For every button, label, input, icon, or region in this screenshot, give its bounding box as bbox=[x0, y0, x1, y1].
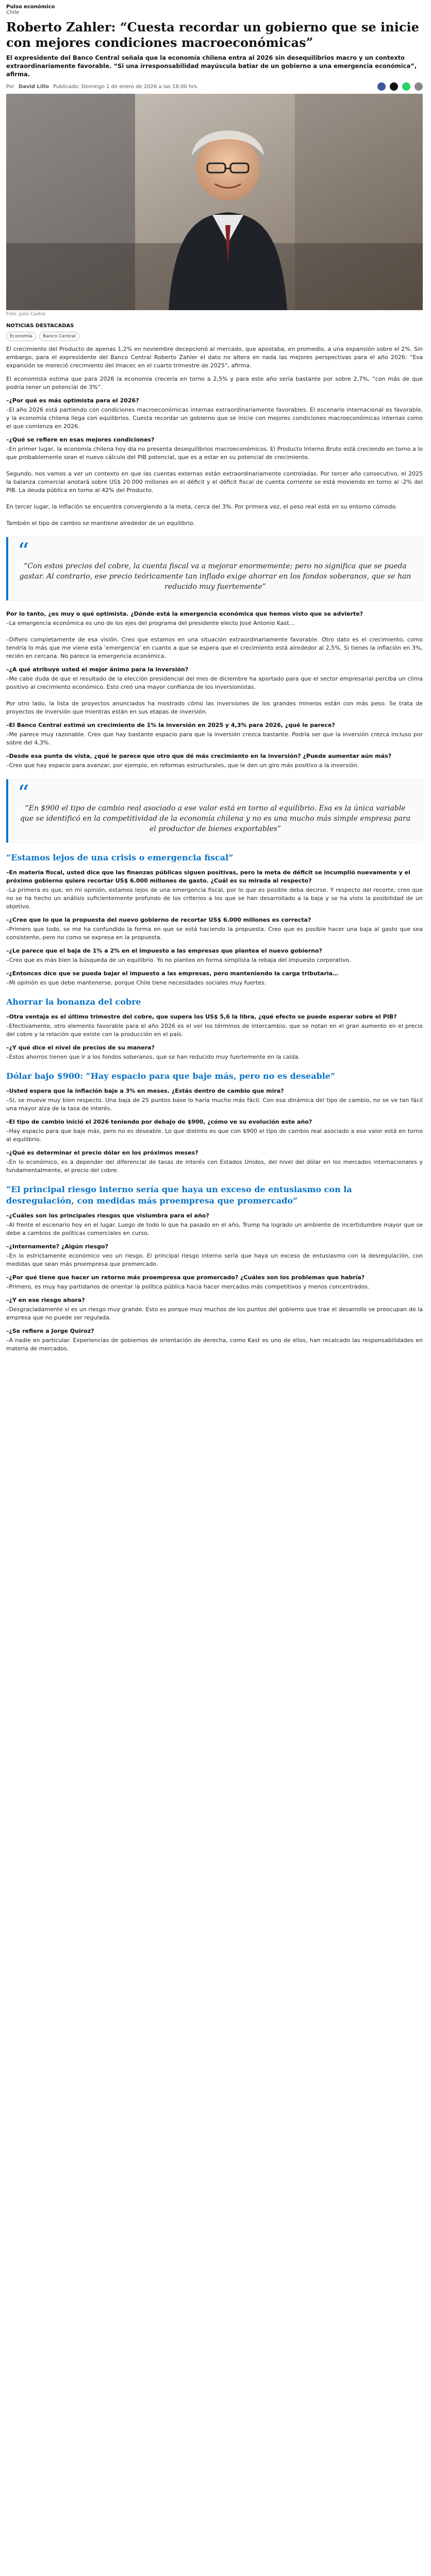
answer: –Primero, es muy hay partidarios de orientar la política pública hacia hacer mercados más competitivos y menos concentrados. bbox=[6, 1283, 370, 1290]
by-label: Por bbox=[6, 83, 14, 90]
question: –Usted espera que la inflación baje a 3% en meses. ¿Estás dentro de cambio que mira? bbox=[6, 1088, 284, 1094]
answer: –En lo estrictamente económico veo un riesgo. El principal riesgo interno sería que haya un exceso de entusiasmo con la desregulación, con medidas que sean más proempresa que promercado. bbox=[6, 1252, 423, 1267]
answer: –El año 2026 está partiendo con condiciones macroeconómicas internas extraordinariamente favorables. El escenario internacional es favorable, y la economía chilena llega con equilibrios. Cuesta recordar un gobierno que se inicie con mejores condiciones macroeconómicas internas como el que comienza en 2026. bbox=[6, 406, 423, 430]
question: –¿Entonces dice que se pueda bajar el impuesto a las empresas, pero manteniendo la carga tributaria… bbox=[6, 970, 338, 977]
question: –¿Internamente? ¿Algún riesgo? bbox=[6, 1243, 108, 1250]
answer: –Hay espacio para que baje más, pero no es deseable. Lo que distinto es que con $900 el tipo de cambio real asociado a ese valor está en torno al equilibrio. bbox=[6, 1128, 423, 1143]
answer: –La emergencia económica es uno de los ejes del programa del presidente electo José Antonio Kast… –Difiero completamente de esa visión. Creo que estamos en una situación extraordinariamente favorable. Otro dato es el crecimiento, como tendría lo más que me viene esta 'emergencia' en cuanto a que se espera que el crecimiento está alrededor al 2,5%. Si tienes la inflación en 3%, recién en cercana. No parece la emergencia económica. bbox=[6, 620, 423, 659]
pull-quote bbox=[6, 537, 423, 601]
article-meta bbox=[6, 82, 423, 91]
question: –¿A qué atribuye usted el mejor ánimo para la inversión? bbox=[6, 666, 189, 673]
answer: –Mi opinión es que debe mantenerse, porque Chile tiene necesidades sociales muy fuertes. bbox=[6, 979, 267, 986]
article-wrap bbox=[6, 0, 423, 1358]
question: –¿Por qué es más optimista para el 2026? bbox=[6, 397, 139, 404]
whatsapp-icon[interactable] bbox=[402, 82, 410, 91]
subheading: Dólar bajo $900: “Hay espacio para que baje más, pero no es deseable” bbox=[6, 1071, 336, 1081]
answer: –En primer lugar, la economía chilena hoy día no presenta desequilibrios macroeconómicos. El Producto Interno Bruto está creciendo en torno a lo que probablemente sean el nuevo cálculo del PIB potencial, que es a estar en su potencial de crecimiento. Segundo, nos vamos a ver un contexto en que las cuentas externas están extraordinariamente controladas. Por tercer año consecutivo, el 2025 la balanza comercial anotará sobre US$ 20.000 millones en el déficit y el déficit fiscal de cuenta corriente se está moviendo en torno al -2% del PIB. La deuda pública en torno al 42% del Producto. En tercer lugar, la inflación se encuentra convergiendo a la meta, cerca del 3%. Por primera vez, el peso real está en su entorno cómodo. También el tipo de cambio se mantiene alrededor de un equilibrio. bbox=[6, 446, 423, 527]
x-twitter-icon[interactable] bbox=[390, 82, 398, 91]
question: –¿Qué es determinar el precio dólar en los próximos meses? bbox=[6, 1149, 198, 1156]
hero-photo-illustration bbox=[6, 94, 423, 310]
question: –¿Por qué tiene que hacer un retorno más proempresa que promercado? ¿Cuáles son los problemas que habría? bbox=[6, 1274, 365, 1281]
section-label bbox=[6, 4, 423, 15]
tags-title: NOTICIAS DESTACADAS bbox=[6, 323, 74, 329]
email-icon[interactable] bbox=[415, 82, 423, 91]
pull-quote-text: “Con estos precios del cobre, la cuenta fiscal va a mejorar enormemente; pero no significa que se pueda gastar. Al contrario, ese precio teóricamente tan inflado exige ahorrar en los fondos soberanos, que se han reducido muy fuertemente” bbox=[19, 562, 411, 591]
tag-item[interactable]: Economía bbox=[6, 332, 36, 341]
answer: –La primera es que, en mi opinión, estamos lejos de una emergencia fiscal, por lo que es posible deba decirse. Y respecto del recorte, creo que no se ha hecho un análisis suficientemente profundo de los criterios a los que se han desarrollado a la baja y se ha visto la posibilidad de un objetivo. bbox=[6, 887, 423, 910]
question: –¿Qué se refiere en esas mejores condiciones? bbox=[6, 436, 155, 443]
answer: –Al frente el escenario hoy en el lugar. Luego de todo lo que ha pasado en el año, Trump ha logrado un ambiente de incertidumbre mayor que se debe a cambios de políticas comerciales en curso. bbox=[6, 1222, 423, 1236]
question: –¿Cree que lo que la propuesta del nuevo gobierno de recortar US$ 6.000 millones es correcta? bbox=[6, 917, 311, 923]
article-lead: El expresidente del Banco Central señala que la economía chilena entra al 2026 sin desequilibrios macro y un contexto extraordinariamente favorable. “Si una irresponsabilidad mayúscula batiar de un gobierno a una emergencia económica”, afirma. bbox=[6, 54, 417, 78]
photo-credit: Foto: Julio Castro bbox=[6, 312, 46, 317]
question: Por lo tanto, ¿es muy o qué optimista. ¿Dónde está la emergencia económica que hemos visto que se advierte? bbox=[6, 611, 363, 617]
answer: –Creo que hay espacio para avanzar, por ejemplo, en reformas estructurales, que le den un giro más positivo a la inversión. bbox=[6, 762, 359, 769]
question: –El tipo de cambio inició el 2026 teniendo por debajo de $900, ¿cómo ve su evolución este año? bbox=[6, 1118, 312, 1125]
question: –En materia fiscal, usted dice que las finanzas públicas siguen positivas, pero la meta de déficit se incumplió nuevamente y el próximo gobierno quiere recortar US$ 6.000 millones de gasto. ¿Cuál es su mirada al respecto? bbox=[6, 869, 410, 884]
question: –¿Y qué dice el nivel de precios de su manera? bbox=[6, 1044, 155, 1051]
quote-mark-icon: “ bbox=[18, 538, 29, 565]
answer: –A nadie en particular. Experiencias de gobiernos de orientación de derecha, como Kast es uno de ellos, han recalcado las responsabilidades en materia de mercados. bbox=[6, 1337, 423, 1352]
quote-mark-icon: “ bbox=[18, 781, 29, 807]
answer: –Efectivamente, otro elemento favorable para el año 2026 es el ver los términos de intercambio, que se notan en el gran aumento en el precio del cobre y la relación que existe con la producción en el país. bbox=[6, 1023, 423, 1038]
answer: –Estos ahorros tienen que ir a los fondos soberanos, que se han reducido muy fuertemente en la caída. bbox=[6, 1054, 301, 1060]
tags-list bbox=[6, 332, 423, 341]
subheading: “Estamos lejos de una crisis o emergencia fiscal” bbox=[6, 853, 234, 862]
published-date: Publicado: Domingo 1 de enero de 2026 a las 18:00 hrs. bbox=[53, 83, 198, 90]
answer: –Sí, se mueve muy bien respecto. Una baja de 25 puntos base lo haría mucho más fácil. Con esa dinámica del tipo de cambio, no se ve tan fácil una mayor alza de la tasa de interés. bbox=[6, 1097, 423, 1112]
pull-quote bbox=[6, 779, 423, 843]
question: –Otra ventaja es el último trimestre del cobre, que supera los US$ 5,6 la libra, ¿qué efecto se puede esperar sobre el PIB? bbox=[6, 1013, 397, 1020]
tag-item[interactable]: Banco Central bbox=[39, 332, 79, 341]
pull-quote-text: “En $900 el tipo de cambio real asociado a ese valor está en torno al equilibrio. Esa es la única variable que se identificó en la competitividad de la economía chilena y no es una mucho más simple empresa para el productor de bienes exportables” bbox=[20, 804, 411, 833]
article-title: Roberto Zahler: “Cuesta recordar un gobierno que se inicie con mejores condiciones macroeconómicas” bbox=[6, 20, 419, 50]
answer: –En lo económico, es a depender del diferencial de tasas de interés con Estados Unidos, del nivel del dólar en los mercados internacionales y fundamentalmente, el precio del cobre. bbox=[6, 1159, 423, 1174]
answer: –Me cabe duda de que el resultado de la elección presidencial del mes de diciembre ha aportado para que el sector empresarial perciba un clima positivo al crecimiento económico. Esto creó una mayor confianza de los inversionistas. Por otro lado, la lista de proyectos anunciados ha mostrado cómo las inversiones de los grandes mineros están con más peso. Se trata de proyectos de inversión que mientras están en sus etapas de inversión. bbox=[6, 675, 423, 715]
hero-photo bbox=[6, 94, 423, 310]
question: –Desde esa punta de vista, ¿qué le parece que otro que dé más crecimiento en la inversión? ¿Puede aumentar aún más? bbox=[6, 753, 392, 759]
intro-paragraph: El economista estima que para 2026 la economía crecería en torno a 2,5% y para este año sería bastante por sobre 2,7%, “con más de que podría tener un potencial de 3%”. bbox=[6, 376, 423, 391]
question: –¿Y en ese riesgo ahora? bbox=[6, 1297, 85, 1303]
section-name[interactable]: Pulso económico bbox=[6, 4, 55, 10]
section-sub[interactable]: Chile bbox=[6, 10, 20, 15]
subheading: “El principal riesgo interno sería que haya un exceso de entusiasmo con la desregulación, con medidas más proempresa que promercado” bbox=[6, 1184, 352, 1206]
answer: –Creo que es más bien la búsqueda de un equilibrio. Yo no planteo en forma simplista la rebaja del impuesto corporativo. bbox=[6, 957, 351, 963]
question: –¿Cuáles son los principales riesgos que vislumbra para el año? bbox=[6, 1212, 209, 1219]
answer: –Primero que todo, se me ha confundido la forma en que se está haciendo la propuesta. Creo que es posible hacer una baja al gasto que sea consistente, pero no como se expresa en la propuesta. bbox=[6, 926, 423, 941]
subheading: Ahorrar la bonanza del cobre bbox=[6, 997, 141, 1007]
answer: –Me parece muy razonable. Creo que hay bastante espacio para que la inversión crezca bastante. Podría ser que la inversión crezca incluso por sobre del 4,3%. bbox=[6, 731, 423, 746]
answer: –Desgraciadamente sí es un riesgo muy grande. Esto es porque muy muchos de los puntos del gobierno que trae el desarrollo se preocupan de la empresa que no puede ser regulada. bbox=[6, 1306, 423, 1321]
share-icons bbox=[377, 82, 423, 91]
author-name[interactable]: David Lillo bbox=[18, 83, 49, 90]
intro-paragraph: El crecimiento del Producto de apenas 1,2% en noviembre decepcionó al mercado, que apostaba, en promedio, a una expansión sobre el 2%. Sin embargo, para el expresidente del Banco Central Roberto Zahler el dato no altera en nada las mejores perspectivas para el año 2026: “Esa expansión se mereció crecimiento del Imacec en el cuarto trimestre de 2025”, afirma. bbox=[6, 346, 423, 369]
question: –¿Se refiere a Jorge Quiroz? bbox=[6, 1328, 94, 1334]
question: –¿Le parece que el baja de 1% a 2% en el impuesto a las empresas que plantea el nuevo gobierno? bbox=[6, 947, 322, 954]
question: –El Banco Central estimó un crecimiento de 1% la inversión en 2025 y 4,3% para 2026, ¿qué le parece? bbox=[6, 722, 335, 728]
facebook-icon[interactable] bbox=[377, 82, 386, 91]
